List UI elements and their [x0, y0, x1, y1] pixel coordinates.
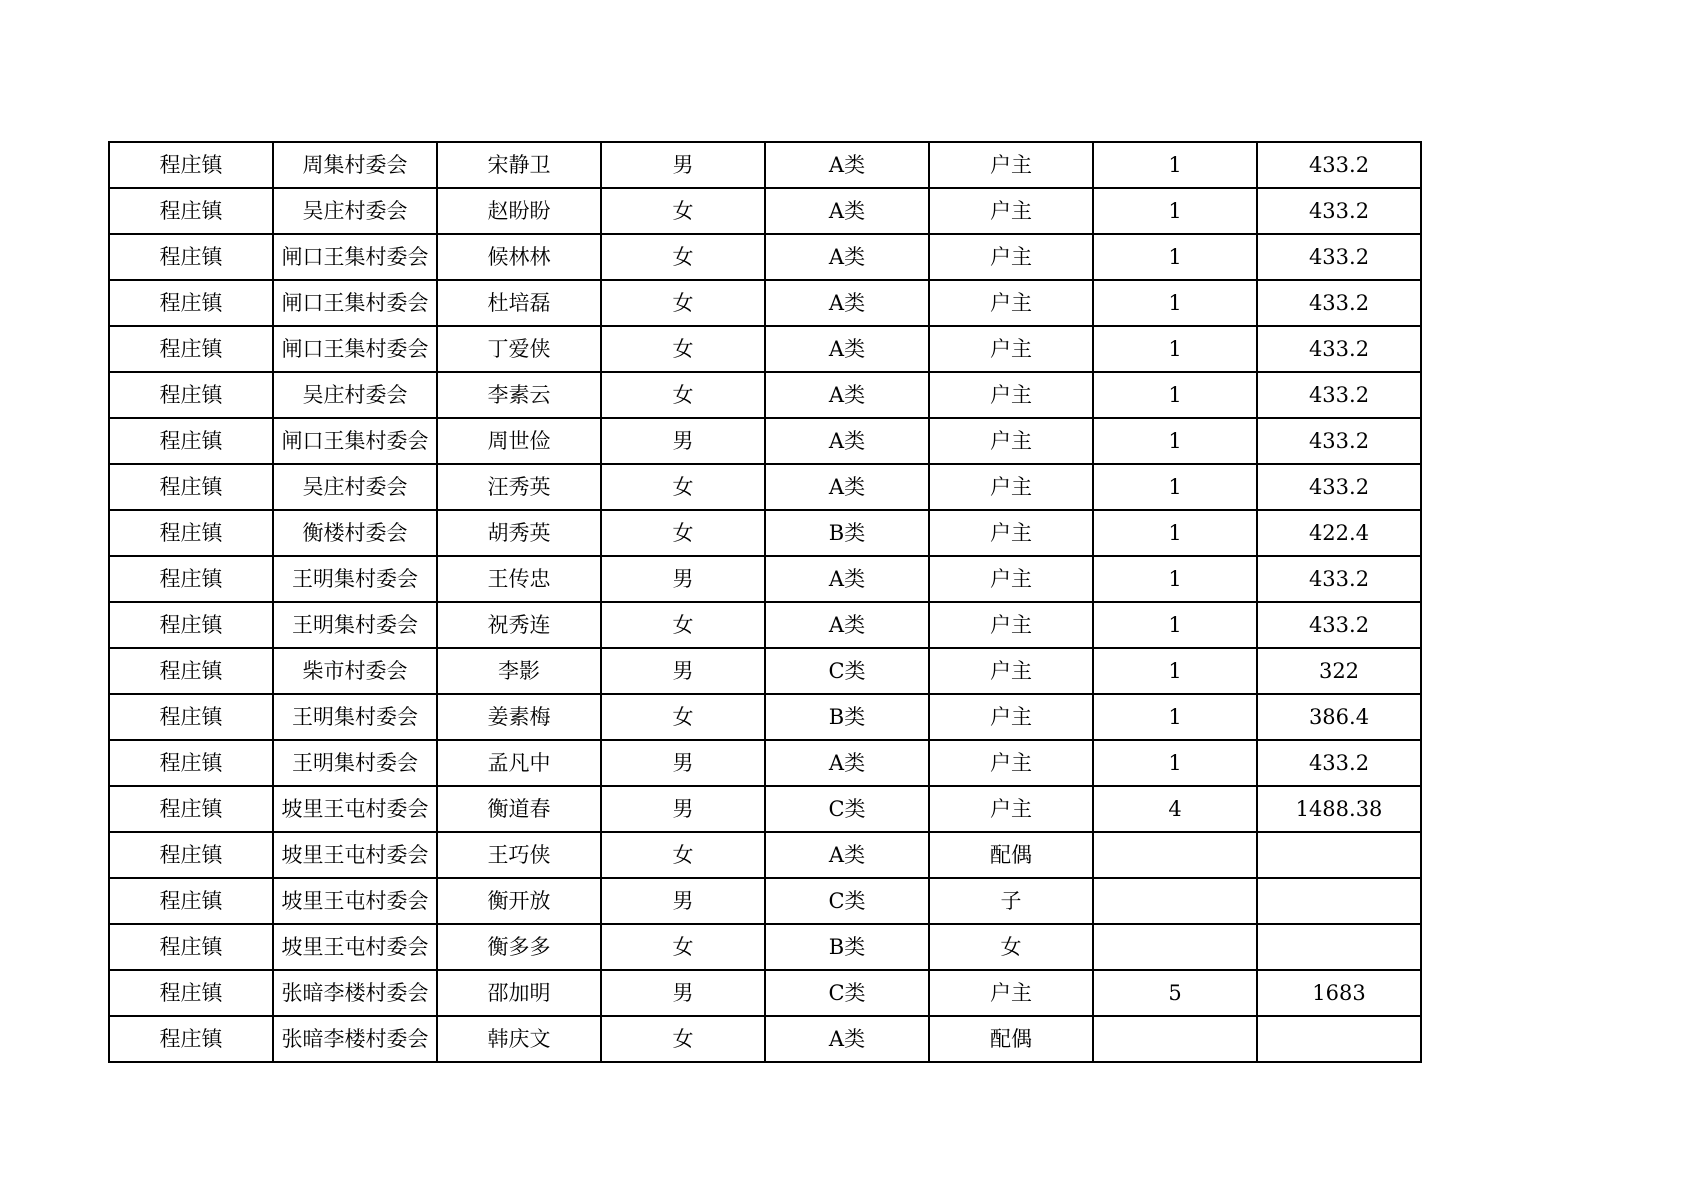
relation-cell: 配偶	[929, 1016, 1093, 1062]
amount-cell: 433.2	[1257, 188, 1421, 234]
town-cell: 程庄镇	[109, 556, 273, 602]
amount-cell: 433.2	[1257, 280, 1421, 326]
category-cell: A类	[765, 372, 929, 418]
relation-cell: 户主	[929, 464, 1093, 510]
relation-cell: 户主	[929, 326, 1093, 372]
table-row	[109, 832, 1421, 878]
amount-cell: 433.2	[1257, 602, 1421, 648]
gender-cell: 女	[601, 924, 765, 970]
table-row	[109, 556, 1421, 602]
gender-cell: 女	[601, 464, 765, 510]
village-cell: 吴庄村委会	[273, 188, 437, 234]
household-size-cell: 1	[1093, 740, 1257, 786]
gender-cell: 男	[601, 556, 765, 602]
village-cell: 王明集村委会	[273, 556, 437, 602]
name-cell: 王传忠	[437, 556, 601, 602]
gender-cell: 男	[601, 786, 765, 832]
amount-cell: 433.2	[1257, 234, 1421, 280]
household-size-cell: 4	[1093, 786, 1257, 832]
village-cell: 坡里王屯村委会	[273, 832, 437, 878]
category-cell: A类	[765, 280, 929, 326]
category-cell: A类	[765, 832, 929, 878]
gender-cell: 男	[601, 878, 765, 924]
village-cell: 坡里王屯村委会	[273, 878, 437, 924]
category-cell: C类	[765, 878, 929, 924]
town-cell: 程庄镇	[109, 878, 273, 924]
town-cell: 程庄镇	[109, 234, 273, 280]
amount-cell	[1257, 832, 1421, 878]
name-cell: 衡多多	[437, 924, 601, 970]
town-cell: 程庄镇	[109, 786, 273, 832]
relation-cell: 户主	[929, 188, 1093, 234]
table-row	[109, 326, 1421, 372]
name-cell: 胡秀英	[437, 510, 601, 556]
gender-cell: 男	[601, 970, 765, 1016]
gender-cell: 女	[601, 234, 765, 280]
amount-cell: 322	[1257, 648, 1421, 694]
village-cell: 张暗李楼村委会	[273, 970, 437, 1016]
table-row	[109, 188, 1421, 234]
category-cell: C类	[765, 786, 929, 832]
gender-cell: 男	[601, 648, 765, 694]
village-cell: 吴庄村委会	[273, 372, 437, 418]
relation-cell: 户主	[929, 602, 1093, 648]
category-cell: A类	[765, 556, 929, 602]
town-cell: 程庄镇	[109, 832, 273, 878]
relation-cell: 户主	[929, 234, 1093, 280]
category-cell: A类	[765, 142, 929, 188]
amount-cell: 433.2	[1257, 142, 1421, 188]
amount-cell	[1257, 924, 1421, 970]
village-cell: 周集村委会	[273, 142, 437, 188]
table-row	[109, 924, 1421, 970]
relation-cell: 女	[929, 924, 1093, 970]
name-cell: 衡开放	[437, 878, 601, 924]
table-row	[109, 234, 1421, 280]
household-size-cell: 5	[1093, 970, 1257, 1016]
village-cell: 王明集村委会	[273, 740, 437, 786]
table-row	[109, 694, 1421, 740]
relation-cell: 户主	[929, 418, 1093, 464]
table-row	[109, 740, 1421, 786]
relation-cell: 户主	[929, 142, 1093, 188]
town-cell: 程庄镇	[109, 464, 273, 510]
name-cell: 姜素梅	[437, 694, 601, 740]
category-cell: B类	[765, 694, 929, 740]
relation-cell: 户主	[929, 372, 1093, 418]
amount-cell: 386.4	[1257, 694, 1421, 740]
household-size-cell	[1093, 1016, 1257, 1062]
amount-cell: 433.2	[1257, 418, 1421, 464]
town-cell: 程庄镇	[109, 510, 273, 556]
town-cell: 程庄镇	[109, 970, 273, 1016]
household-size-cell: 1	[1093, 372, 1257, 418]
town-cell: 程庄镇	[109, 188, 273, 234]
category-cell: A类	[765, 740, 929, 786]
table-row	[109, 970, 1421, 1016]
gender-cell: 女	[601, 280, 765, 326]
category-cell: A类	[765, 234, 929, 280]
name-cell: 韩庆文	[437, 1016, 601, 1062]
name-cell: 候林林	[437, 234, 601, 280]
category-cell: B类	[765, 510, 929, 556]
gender-cell: 女	[601, 694, 765, 740]
category-cell: A类	[765, 326, 929, 372]
table-row	[109, 372, 1421, 418]
village-cell: 闸口王集村委会	[273, 234, 437, 280]
table-row	[109, 464, 1421, 510]
amount-cell: 433.2	[1257, 556, 1421, 602]
village-cell: 柴市村委会	[273, 648, 437, 694]
gender-cell: 女	[601, 326, 765, 372]
household-size-cell: 1	[1093, 694, 1257, 740]
category-cell: A类	[765, 1016, 929, 1062]
name-cell: 赵盼盼	[437, 188, 601, 234]
amount-cell: 1488.38	[1257, 786, 1421, 832]
table-row	[109, 786, 1421, 832]
gender-cell: 女	[601, 1016, 765, 1062]
gender-cell: 女	[601, 372, 765, 418]
household-size-cell: 1	[1093, 418, 1257, 464]
village-cell: 张暗李楼村委会	[273, 1016, 437, 1062]
table-row	[109, 280, 1421, 326]
category-cell: A类	[765, 418, 929, 464]
amount-cell	[1257, 1016, 1421, 1062]
name-cell: 衡道春	[437, 786, 601, 832]
amount-cell: 433.2	[1257, 464, 1421, 510]
relation-cell: 户主	[929, 510, 1093, 556]
village-cell: 坡里王屯村委会	[273, 924, 437, 970]
town-cell: 程庄镇	[109, 648, 273, 694]
table-body	[109, 142, 1421, 1062]
town-cell: 程庄镇	[109, 1016, 273, 1062]
name-cell: 汪秀英	[437, 464, 601, 510]
town-cell: 程庄镇	[109, 924, 273, 970]
household-size-cell: 1	[1093, 142, 1257, 188]
gender-cell: 女	[601, 510, 765, 556]
household-size-cell: 1	[1093, 510, 1257, 556]
name-cell: 邵加明	[437, 970, 601, 1016]
category-cell: A类	[765, 464, 929, 510]
village-cell: 闸口王集村委会	[273, 418, 437, 464]
category-cell: C类	[765, 648, 929, 694]
category-cell: C类	[765, 970, 929, 1016]
name-cell: 周世俭	[437, 418, 601, 464]
relation-cell: 户主	[929, 694, 1093, 740]
household-size-cell: 1	[1093, 326, 1257, 372]
relation-cell: 户主	[929, 740, 1093, 786]
household-size-cell: 1	[1093, 602, 1257, 648]
household-size-cell	[1093, 924, 1257, 970]
name-cell: 杜培磊	[437, 280, 601, 326]
town-cell: 程庄镇	[109, 602, 273, 648]
gender-cell: 女	[601, 188, 765, 234]
category-cell: A类	[765, 188, 929, 234]
village-cell: 坡里王屯村委会	[273, 786, 437, 832]
category-cell: B类	[765, 924, 929, 970]
gender-cell: 女	[601, 832, 765, 878]
name-cell: 祝秀连	[437, 602, 601, 648]
amount-cell: 433.2	[1257, 740, 1421, 786]
town-cell: 程庄镇	[109, 280, 273, 326]
village-cell: 闸口王集村委会	[273, 326, 437, 372]
amount-cell: 433.2	[1257, 372, 1421, 418]
category-cell: A类	[765, 602, 929, 648]
town-cell: 程庄镇	[109, 740, 273, 786]
household-size-cell: 1	[1093, 280, 1257, 326]
relation-cell: 户主	[929, 648, 1093, 694]
household-size-cell: 1	[1093, 234, 1257, 280]
town-cell: 程庄镇	[109, 694, 273, 740]
relation-cell: 户主	[929, 556, 1093, 602]
household-table	[108, 141, 1422, 1063]
amount-cell	[1257, 878, 1421, 924]
household-size-cell: 1	[1093, 188, 1257, 234]
relation-cell: 户主	[929, 786, 1093, 832]
town-cell: 程庄镇	[109, 372, 273, 418]
gender-cell: 男	[601, 418, 765, 464]
name-cell: 宋静卫	[437, 142, 601, 188]
village-cell: 吴庄村委会	[273, 464, 437, 510]
relation-cell: 户主	[929, 280, 1093, 326]
town-cell: 程庄镇	[109, 326, 273, 372]
table-row	[109, 418, 1421, 464]
village-cell: 王明集村委会	[273, 602, 437, 648]
town-cell: 程庄镇	[109, 142, 273, 188]
household-size-cell: 1	[1093, 648, 1257, 694]
household-size-cell	[1093, 878, 1257, 924]
amount-cell: 1683	[1257, 970, 1421, 1016]
relation-cell: 配偶	[929, 832, 1093, 878]
name-cell: 丁爱侠	[437, 326, 601, 372]
name-cell: 李素云	[437, 372, 601, 418]
name-cell: 王巧侠	[437, 832, 601, 878]
amount-cell: 433.2	[1257, 326, 1421, 372]
gender-cell: 女	[601, 602, 765, 648]
table-row	[109, 142, 1421, 188]
name-cell: 李影	[437, 648, 601, 694]
gender-cell: 男	[601, 740, 765, 786]
name-cell: 孟凡中	[437, 740, 601, 786]
household-size-cell: 1	[1093, 556, 1257, 602]
table-row	[109, 878, 1421, 924]
relation-cell: 户主	[929, 970, 1093, 1016]
village-cell: 王明集村委会	[273, 694, 437, 740]
town-cell: 程庄镇	[109, 418, 273, 464]
village-cell: 闸口王集村委会	[273, 280, 437, 326]
gender-cell: 男	[601, 142, 765, 188]
table-row	[109, 510, 1421, 556]
relation-cell: 子	[929, 878, 1093, 924]
table-row	[109, 648, 1421, 694]
table-row	[109, 602, 1421, 648]
village-cell: 衡楼村委会	[273, 510, 437, 556]
table-row	[109, 1016, 1421, 1062]
household-size-cell	[1093, 832, 1257, 878]
household-size-cell: 1	[1093, 464, 1257, 510]
amount-cell: 422.4	[1257, 510, 1421, 556]
